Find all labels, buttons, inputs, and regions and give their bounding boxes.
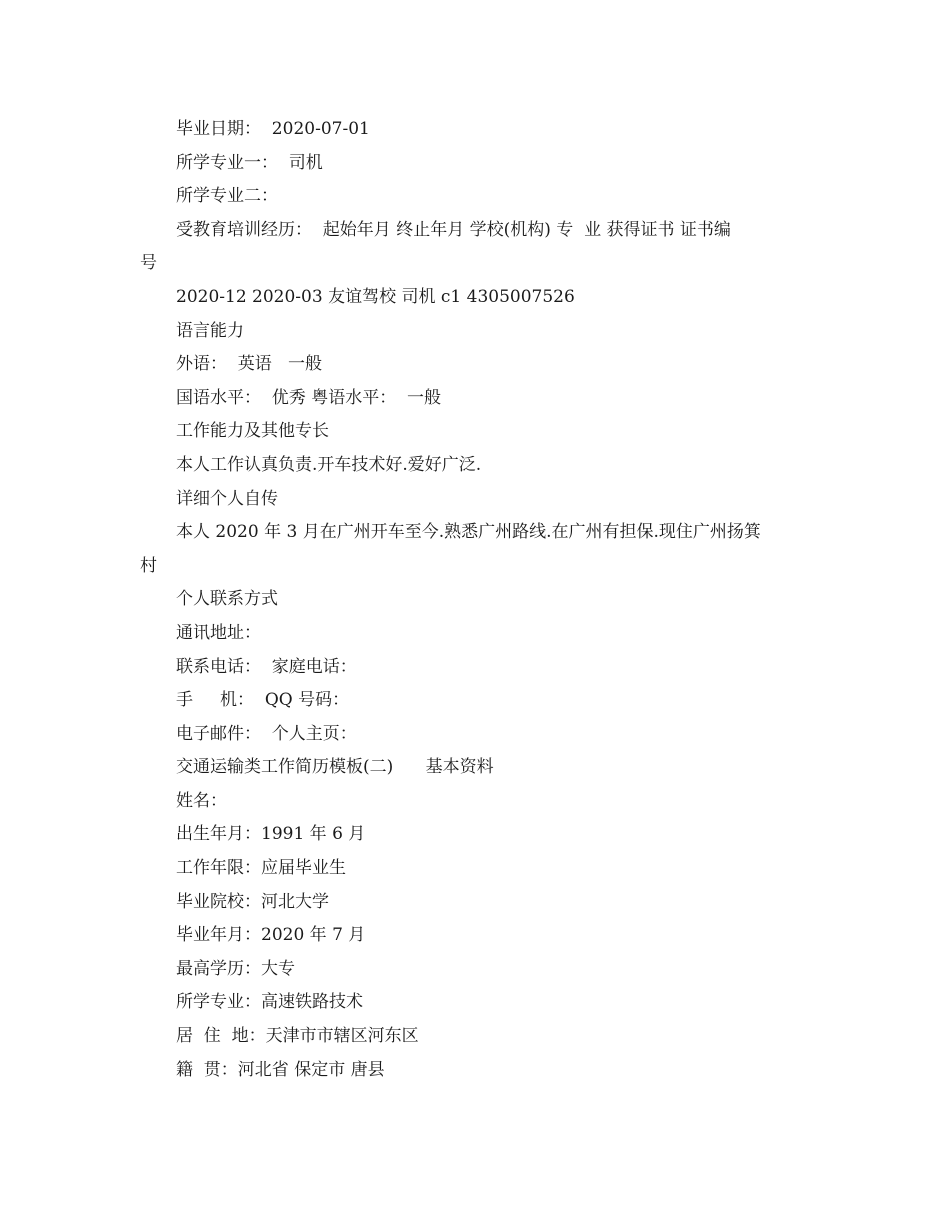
graduation-month-line: 毕业年月：2020 年 7 月 [176,925,366,946]
resume-text-body [140,113,820,1087]
template-two-heading: 交通运输类工作简历模板(二) 基本资料 [176,757,494,778]
skills-description: 本人工作认真负责.开车技术好.爱好广泛. [176,454,482,475]
section-language-ability: 语言能力 [176,320,244,341]
email-homepage-line: 电子邮件： 个人主页： [176,723,357,744]
major-one-line: 所学专业一： 司机 [176,152,323,173]
section-skills: 工作能力及其他专长 [176,421,329,442]
section-autobiography: 详细个人自传 [176,488,278,509]
residence-line: 居 住 地：天津市市辖区河东区 [176,1026,419,1047]
mandarin-cantonese-level-line: 国语水平： 优秀 粤语水平： 一般 [176,387,442,408]
education-history-header-wrap: 号 [140,253,157,274]
name-line: 姓名： [176,790,227,811]
major-line: 所学专业：高速铁路技术 [176,992,363,1013]
mobile-qq-line: 手 机： QQ 号码： [176,690,350,711]
autobiography-text-wrap: 村 [140,555,157,576]
mailing-address-line: 通讯地址： [176,622,261,643]
foreign-language-line: 外语： 英语 一般 [176,354,323,375]
autobiography-text: 本人 2020 年 3 月在广州开车至今.熟悉广州路线.在广州有担保.现住广州扬箕 [176,522,761,543]
school-line: 毕业院校：河北大学 [176,891,329,912]
section-contact: 个人联系方式 [176,589,278,610]
education-history-header-line: 受教育培训经历： 起始年月 终止年月 学校(机构) 专 业 获得证书 证书编 [176,219,731,240]
work-years-line: 工作年限：应届毕业生 [176,858,346,879]
native-place-line: 籍 贯：河北省 保定市 唐县 [176,1059,385,1080]
birth-date-line: 出生年月：1991 年 6 月 [176,824,366,845]
major-two-line: 所学专业二： [176,186,278,207]
graduation-date-line: 毕业日期： 2020-07-01 [176,119,370,139]
education-history-entry: 2020-12 2020-03 友谊驾校 司机 c1 4305007526 [176,286,575,307]
highest-education-line: 最高学历：大专 [176,958,295,979]
phone-line: 联系电话： 家庭电话： [176,656,357,677]
